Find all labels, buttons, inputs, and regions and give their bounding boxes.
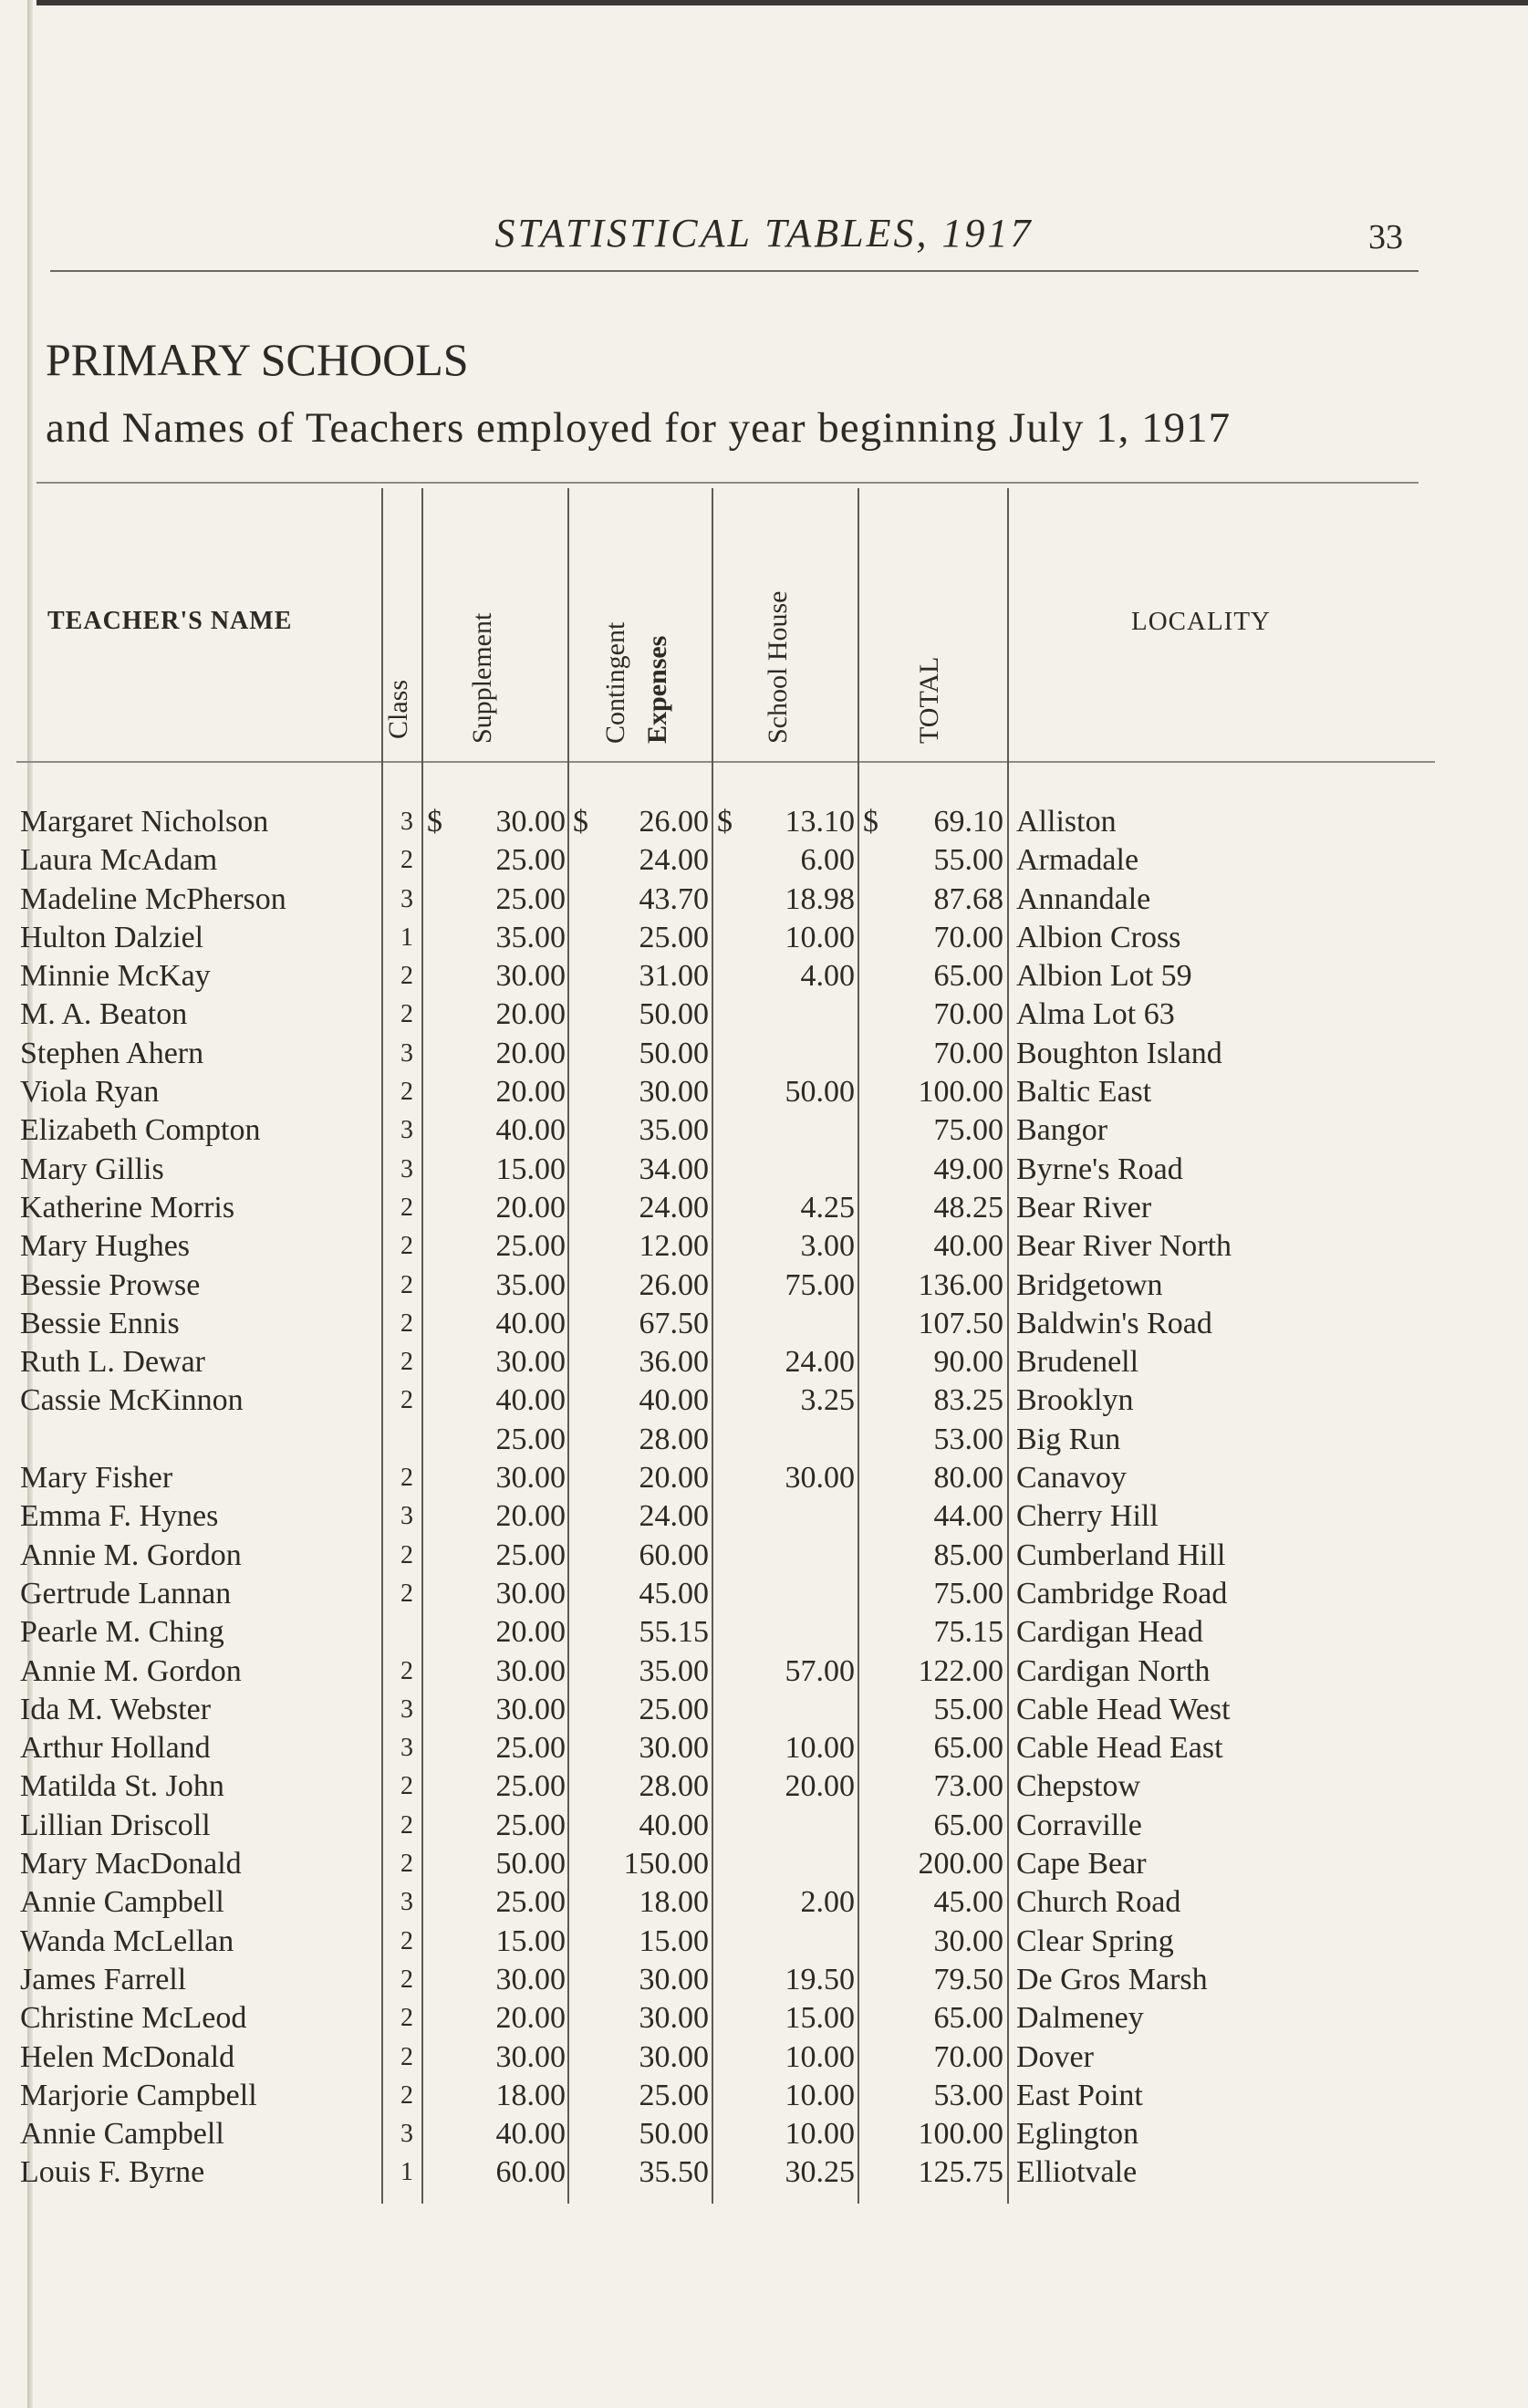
locality-cell: Bridgetown: [1016, 1267, 1163, 1302]
total-cell: 80.00: [933, 1461, 1003, 1496]
locality-cell: Clear Spring: [1016, 1923, 1174, 1958]
teacher-name: Mary Gillis: [20, 1152, 164, 1186]
total-cell: 53.00: [933, 2078, 1003, 2112]
total-cell: 53.00: [933, 1422, 1003, 1456]
class-cell: 2: [400, 1850, 413, 1879]
table-row: [0, 957, 1528, 996]
supplement-cell: 60.00: [495, 2155, 566, 2190]
school-house-cell: 4.00: [800, 959, 855, 994]
class-cell: 2: [400, 1656, 413, 1685]
class-cell: 3: [400, 1116, 413, 1145]
locality-cell: Byrne's Road: [1016, 1152, 1183, 1186]
total-cell: 90.00: [933, 1345, 1003, 1380]
contingent-cell: 15.00: [639, 1923, 709, 1958]
total-cell: 73.00: [933, 1769, 1003, 1804]
teacher-name: Mary Fisher: [20, 1461, 173, 1496]
table-row: [0, 803, 1528, 841]
table-row: [0, 1305, 1528, 1343]
total-cell: 100.00: [918, 2117, 1003, 2152]
supplement-cell: 30.00: [495, 959, 566, 994]
table-row: [0, 1497, 1528, 1536]
table-row: [0, 1111, 1528, 1150]
school-house-cell: 10.00: [785, 2117, 855, 2152]
school-house-cell: 20.00: [785, 1769, 855, 1804]
class-cell: 2: [400, 1386, 413, 1415]
supplement-cell: 30.00: [495, 1461, 566, 1496]
locality-cell: Church Road: [1016, 1885, 1181, 1920]
supplement-cell: 25.00: [495, 1769, 566, 1804]
supplement-cell: 30.00: [495, 2039, 566, 2074]
table-row: [0, 1421, 1528, 1459]
supplement-cell: 30.00: [495, 1692, 566, 1726]
contingent-cell: 50.00: [639, 2117, 709, 2152]
dollar-sign: $: [863, 805, 878, 839]
table-row: [0, 1537, 1528, 1575]
school-house-cell: 57.00: [785, 1653, 855, 1688]
teacher-name: Arthur Holland: [20, 1731, 211, 1766]
teacher-name: Katherine Morris: [20, 1190, 235, 1225]
class-cell: 1: [400, 923, 413, 952]
locality-cell: Bear River: [1016, 1190, 1152, 1225]
title-rule: [36, 482, 1419, 484]
locality-cell: Albion Lot 59: [1016, 959, 1192, 994]
total-cell: 100.00: [918, 1075, 1003, 1110]
contingent-cell: 40.00: [639, 1383, 709, 1418]
teacher-name: James Farrell: [20, 1962, 187, 1996]
teacher-name: Margaret Nicholson: [20, 805, 269, 839]
contingent-cell: 45.00: [639, 1576, 709, 1611]
supplement-cell: 25.00: [495, 881, 566, 916]
total-cell: 65.00: [933, 959, 1003, 994]
contingent-cell: 30.00: [639, 1962, 709, 1996]
teacher-name: Annie M. Gordon: [20, 1653, 242, 1688]
contingent-cell: 60.00: [639, 1538, 709, 1572]
dollar-sign: $: [573, 805, 588, 839]
teacher-name: Marjorie Campbell: [20, 2078, 257, 2112]
school-house-cell: 10.00: [785, 920, 855, 954]
supplement-cell: 25.00: [495, 1885, 566, 1920]
class-cell: 3: [400, 2120, 413, 2149]
school-house-cell: 10.00: [785, 2078, 855, 2112]
locality-cell: Cherry Hill: [1016, 1499, 1159, 1534]
total-cell: 75.00: [933, 1113, 1003, 1148]
total-cell: 75.00: [933, 1576, 1003, 1611]
supplement-cell: 20.00: [495, 1036, 566, 1070]
table-row: [0, 1613, 1528, 1652]
total-cell: 65.00: [933, 1808, 1003, 1842]
total-cell: 48.25: [933, 1190, 1003, 1225]
total-cell: 70.00: [933, 997, 1003, 1032]
locality-cell: Eglington: [1016, 2117, 1139, 2152]
total-cell: 200.00: [918, 1847, 1003, 1882]
locality-cell: Dover: [1016, 2039, 1094, 2074]
locality-cell: Brudenell: [1016, 1345, 1139, 1380]
table-row: [0, 2077, 1528, 2115]
school-house-cell: 2.00: [800, 1885, 855, 1920]
total-cell: 65.00: [933, 2001, 1003, 2036]
total-cell: 70.00: [933, 2039, 1003, 2074]
contingent-cell: 40.00: [639, 1808, 709, 1842]
class-cell: 2: [400, 1540, 413, 1569]
contingent-cell: 26.00: [639, 805, 709, 839]
total-cell: 45.00: [933, 1885, 1003, 1920]
contingent-cell: 12.00: [639, 1229, 709, 1264]
locality-cell: Elliotvale: [1016, 2155, 1138, 2190]
class-cell: 2: [400, 2004, 413, 2033]
contingent-cell: 55.15: [639, 1615, 709, 1650]
total-cell: 75.15: [933, 1615, 1003, 1650]
locality-cell: Brooklyn: [1016, 1383, 1134, 1418]
table-row: [0, 2038, 1528, 2077]
teacher-name: Wanda McLellan: [20, 1923, 234, 1958]
teacher-name: Lillian Driscoll: [20, 1808, 211, 1842]
table-row: [0, 1807, 1528, 1845]
supplement-cell: 20.00: [495, 997, 566, 1032]
contingent-cell: 30.00: [639, 1075, 709, 1110]
class-cell: 3: [400, 1502, 413, 1531]
contingent-cell: 25.00: [639, 1692, 709, 1726]
school-house-cell: 13.10: [785, 805, 855, 839]
locality-cell: Cardigan Head: [1016, 1615, 1203, 1650]
teacher-name: Pearle M. Ching: [20, 1615, 224, 1650]
class-cell: 3: [400, 1694, 413, 1724]
class-cell: 2: [400, 1193, 413, 1222]
supplement-cell: 15.00: [495, 1152, 566, 1186]
col-header-contingent: Contingent: [600, 621, 630, 744]
col-header-name: TEACHER'S NAME: [47, 607, 293, 635]
locality-cell: Baltic East: [1016, 1075, 1152, 1110]
table-row: [0, 1073, 1528, 1111]
locality-cell: Big Run: [1016, 1422, 1121, 1456]
school-house-cell: 10.00: [785, 2039, 855, 2074]
contingent-cell: 24.00: [639, 843, 709, 878]
teacher-name: Stephen Ahern: [20, 1036, 204, 1070]
locality-cell: Alliston: [1016, 805, 1117, 839]
col-header-expenses: Expenses: [642, 635, 672, 744]
contingent-cell: 30.00: [639, 2039, 709, 2074]
class-cell: 2: [400, 1810, 413, 1840]
class-cell: 2: [400, 1348, 413, 1377]
supplement-cell: 30.00: [495, 1962, 566, 1996]
school-house-cell: 4.25: [800, 1190, 855, 1225]
school-house-cell: 15.00: [785, 2001, 855, 2036]
total-cell: 70.00: [933, 1036, 1003, 1070]
class-cell: 3: [400, 884, 413, 913]
school-house-cell: 24.00: [785, 1345, 855, 1380]
contingent-cell: 35.00: [639, 1113, 709, 1148]
school-house-cell: 6.00: [800, 843, 855, 878]
supplement-cell: 20.00: [495, 1615, 566, 1650]
table-row: [0, 2153, 1528, 2192]
school-house-cell: 50.00: [785, 1075, 855, 1110]
class-cell: 2: [400, 846, 413, 875]
contingent-cell: 50.00: [639, 1036, 709, 1070]
contingent-cell: 25.00: [639, 920, 709, 954]
total-cell: 49.00: [933, 1152, 1003, 1186]
total-cell: 125.75: [918, 2155, 1003, 2190]
class-cell: 2: [400, 1270, 413, 1299]
contingent-cell: 35.50: [639, 2155, 709, 2190]
class-cell: 2: [400, 1926, 413, 1955]
teacher-table-body: [0, 803, 1528, 2193]
teacher-name: Gertrude Lannan: [20, 1576, 232, 1611]
table-row: [0, 996, 1528, 1034]
col-header-school-house: School House: [763, 590, 793, 744]
total-cell: 83.25: [933, 1383, 1003, 1418]
total-cell: 87.68: [933, 881, 1003, 916]
school-house-cell: 3.00: [800, 1229, 855, 1264]
contingent-cell: 20.00: [639, 1461, 709, 1496]
class-cell: 3: [400, 1888, 413, 1917]
table-row: [0, 1035, 1528, 1073]
teacher-name: Helen McDonald: [20, 2039, 235, 2074]
col-header-class: Class: [383, 679, 413, 739]
locality-cell: East Point: [1016, 2078, 1143, 2112]
teacher-name: Annie Campbell: [20, 2117, 224, 2152]
teacher-name: Emma F. Hynes: [20, 1499, 219, 1534]
table-row: [0, 1151, 1528, 1189]
table-row: [0, 1575, 1528, 1613]
supplement-cell: 25.00: [495, 1731, 566, 1766]
locality-cell: Boughton Island: [1016, 1036, 1222, 1070]
contingent-cell: 28.00: [639, 1422, 709, 1456]
table-row: [0, 1459, 1528, 1497]
total-cell: 40.00: [933, 1229, 1003, 1264]
table-row: [0, 841, 1528, 880]
supplement-cell: 25.00: [495, 1229, 566, 1264]
teacher-name: Ruth L. Dewar: [20, 1345, 206, 1380]
table-row: [0, 1227, 1528, 1266]
total-cell: 30.00: [933, 1923, 1003, 1958]
teacher-name: Annie M. Gordon: [20, 1538, 242, 1572]
locality-cell: Alma Lot 63: [1016, 997, 1175, 1032]
class-cell: 2: [400, 2042, 413, 2071]
teacher-name: Elizabeth Compton: [20, 1113, 261, 1148]
locality-cell: Armadale: [1016, 843, 1139, 878]
supplement-cell: 25.00: [495, 1808, 566, 1842]
col-header-supplement: Supplement: [467, 612, 497, 744]
class-cell: 2: [400, 1772, 413, 1801]
teacher-name: Bessie Prowse: [20, 1267, 201, 1302]
table-row: [0, 881, 1528, 919]
locality-cell: Canavoy: [1016, 1461, 1127, 1496]
class-cell: 1: [400, 2158, 413, 2187]
total-cell: 85.00: [933, 1538, 1003, 1572]
locality-cell: Cape Bear: [1016, 1847, 1147, 1882]
table-row: [0, 1999, 1528, 2038]
locality-cell: Cable Head West: [1016, 1692, 1231, 1726]
contingent-cell: 34.00: [639, 1152, 709, 1186]
column-header-rule: [16, 761, 1435, 763]
contingent-cell: 35.00: [639, 1653, 709, 1688]
locality-cell: Annandale: [1016, 881, 1151, 916]
supplement-cell: 30.00: [495, 1345, 566, 1380]
teacher-name: Matilda St. John: [20, 1769, 224, 1804]
class-cell: 2: [400, 2080, 413, 2110]
locality-cell: Bear River North: [1016, 1229, 1232, 1264]
supplement-cell: 25.00: [495, 843, 566, 878]
teacher-name: Bessie Ennis: [20, 1306, 180, 1340]
top-border: [36, 0, 1528, 5]
supplement-cell: 20.00: [495, 1190, 566, 1225]
locality-cell: Chepstow: [1016, 1769, 1140, 1804]
table-row: [0, 1267, 1528, 1305]
table-row: [0, 1883, 1528, 1922]
contingent-cell: 24.00: [639, 1190, 709, 1225]
school-house-cell: 30.25: [785, 2155, 855, 2190]
supplement-cell: 40.00: [495, 1113, 566, 1148]
teacher-name: Minnie McKay: [20, 959, 211, 994]
class-cell: 3: [400, 1734, 413, 1763]
contingent-cell: 25.00: [639, 2078, 709, 2112]
table-row: [0, 1343, 1528, 1381]
class-cell: 2: [400, 1308, 413, 1338]
teacher-name: M. A. Beaton: [20, 997, 188, 1032]
teacher-name: Annie Campbell: [20, 1885, 224, 1920]
class-cell: 3: [400, 808, 413, 836]
locality-cell: Corraville: [1016, 1808, 1142, 1842]
contingent-cell: 36.00: [639, 1345, 709, 1380]
school-house-cell: 3.25: [800, 1383, 855, 1418]
total-cell: 69.10: [933, 805, 1003, 839]
supplement-cell: 20.00: [495, 1499, 566, 1534]
teacher-name: Louis F. Byrne: [20, 2155, 205, 2190]
contingent-cell: 50.00: [639, 997, 709, 1032]
supplement-cell: 50.00: [495, 1847, 566, 1882]
contingent-cell: 67.50: [639, 1306, 709, 1340]
supplement-cell: 30.00: [495, 1653, 566, 1688]
col-header-total: TOTAL: [914, 656, 944, 744]
class-cell: 2: [400, 1579, 413, 1608]
supplement-cell: 20.00: [495, 2001, 566, 2036]
teacher-name: Hulton Dalziel: [20, 920, 204, 954]
total-cell: 55.00: [933, 1692, 1003, 1726]
supplement-cell: 25.00: [495, 1422, 566, 1456]
locality-cell: De Gros Marsh: [1016, 1962, 1208, 1996]
locality-cell: Cardigan North: [1016, 1653, 1211, 1688]
supplement-cell: 35.00: [495, 1267, 566, 1302]
total-cell: 79.50: [933, 1962, 1003, 1996]
table-row: [0, 1189, 1528, 1227]
supplement-cell: 18.00: [495, 2078, 566, 2112]
class-cell: 2: [400, 962, 413, 991]
total-cell: 65.00: [933, 1731, 1003, 1766]
locality-cell: Dalmeney: [1016, 2001, 1144, 2036]
school-house-cell: 10.00: [785, 1731, 855, 1766]
contingent-cell: 150.00: [623, 1847, 709, 1882]
supplement-cell: 35.00: [495, 920, 566, 954]
school-house-cell: 18.98: [785, 881, 855, 916]
total-cell: 136.00: [918, 1267, 1003, 1302]
class-cell: 2: [400, 1464, 413, 1493]
supplement-cell: 30.00: [495, 805, 566, 839]
locality-cell: Baldwin's Road: [1016, 1306, 1212, 1340]
table-row: [0, 919, 1528, 957]
class-cell: 2: [400, 1232, 413, 1261]
teacher-name: Laura McAdam: [20, 843, 218, 878]
class-cell: 2: [400, 1965, 413, 1994]
class-cell: 3: [400, 1154, 413, 1183]
table-row: [0, 2115, 1528, 2153]
total-cell: 55.00: [933, 843, 1003, 878]
page-number: 33: [1368, 218, 1403, 256]
dollar-sign: $: [717, 805, 733, 839]
total-cell: 44.00: [933, 1499, 1003, 1534]
running-title: STATISTICAL TABLES, 1917: [494, 211, 1034, 255]
table-row: [0, 1961, 1528, 1999]
locality-cell: Albion Cross: [1016, 920, 1181, 954]
total-cell: 70.00: [933, 920, 1003, 954]
table-row: [0, 1923, 1528, 1961]
contingent-cell: 28.00: [639, 1769, 709, 1804]
school-house-cell: 19.50: [785, 1962, 855, 1996]
teacher-name: Ida M. Webster: [20, 1692, 212, 1726]
table-subtitle: and Names of Teachers employed for year beginning July 1, 1917: [46, 404, 1232, 452]
teacher-name: Mary MacDonald: [20, 1847, 242, 1882]
table-row: [0, 1845, 1528, 1883]
total-cell: 107.50: [918, 1306, 1003, 1340]
school-house-cell: 30.00: [785, 1461, 855, 1496]
contingent-cell: 30.00: [639, 1731, 709, 1766]
class-cell: 3: [400, 1038, 413, 1068]
header-rule: [50, 270, 1419, 272]
table-row: [0, 1381, 1528, 1420]
col-header-locality: LOCALITY: [1131, 607, 1271, 636]
total-cell: 122.00: [918, 1653, 1003, 1688]
supplement-cell: 15.00: [495, 1923, 566, 1958]
class-cell: 2: [400, 1078, 413, 1107]
dollar-sign: $: [427, 805, 442, 839]
teacher-name: Christine McLeod: [20, 2001, 247, 2036]
supplement-cell: 40.00: [495, 1383, 566, 1418]
contingent-cell: 31.00: [639, 959, 709, 994]
school-house-cell: 75.00: [785, 1267, 855, 1302]
teacher-name: Viola Ryan: [20, 1075, 160, 1110]
table-title: PRIMARY SCHOOLS: [46, 334, 469, 385]
table-row: [0, 1767, 1528, 1806]
table-row: [0, 1729, 1528, 1767]
table-row: [0, 1652, 1528, 1691]
locality-cell: Cable Head East: [1016, 1731, 1223, 1766]
supplement-cell: 25.00: [495, 1538, 566, 1572]
class-cell: 2: [400, 1000, 413, 1029]
supplement-cell: 30.00: [495, 1576, 566, 1611]
contingent-cell: 26.00: [639, 1267, 709, 1302]
teacher-name: Madeline McPherson: [20, 881, 286, 916]
locality-cell: Cumberland Hill: [1016, 1538, 1226, 1572]
locality-cell: Cambridge Road: [1016, 1576, 1228, 1611]
contingent-cell: 30.00: [639, 2001, 709, 2036]
supplement-cell: 20.00: [495, 1075, 566, 1110]
teacher-name: Mary Hughes: [20, 1229, 191, 1264]
supplement-cell: 40.00: [495, 2117, 566, 2152]
table-row: [0, 1691, 1528, 1729]
supplement-cell: 40.00: [495, 1306, 566, 1340]
locality-cell: Bangor: [1016, 1113, 1108, 1148]
contingent-cell: 18.00: [639, 1885, 709, 1920]
contingent-cell: 43.70: [639, 881, 709, 916]
teacher-name: Cassie McKinnon: [20, 1383, 244, 1418]
contingent-cell: 24.00: [639, 1499, 709, 1534]
